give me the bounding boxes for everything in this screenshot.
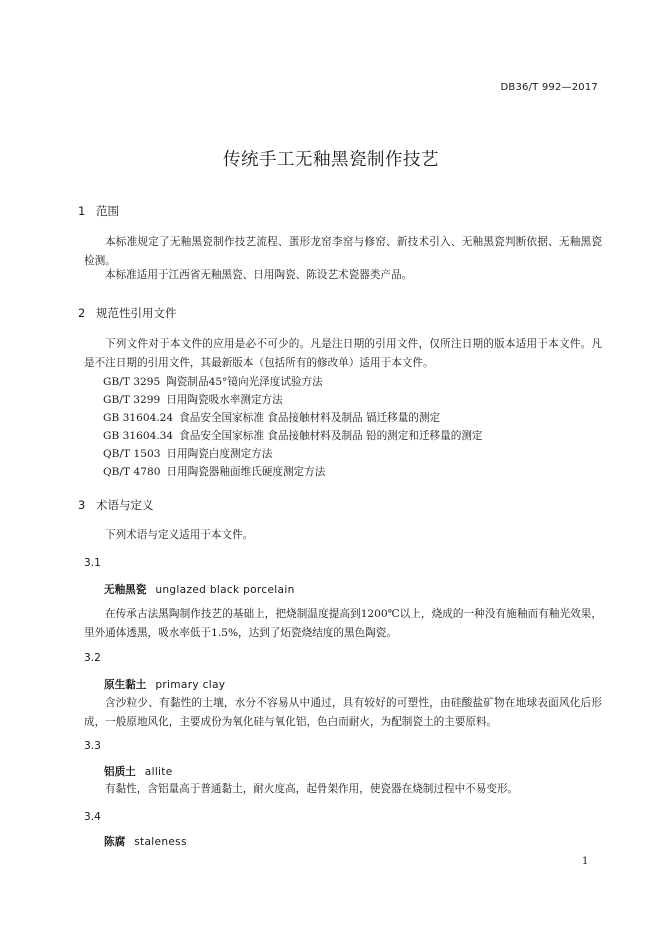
term-chinese: 铝质土 — [104, 766, 136, 778]
term-number: 3.1 — [84, 557, 101, 569]
reference-title: 陶瓷制品45°镜向光泽度试验方法 — [166, 376, 323, 388]
term-heading — [104, 834, 187, 849]
reference-code: GB/T 3295 — [103, 376, 161, 388]
standard-code: DB36/T 992—2017 — [500, 82, 598, 93]
scope-paragraph-1: 本标准规定了无釉黑瓷制作技艺流程、蛋形龙窑李窑与修窑、新技术引入、无釉黑瓷判断依据、无釉黑瓷检测。 — [84, 236, 602, 267]
term-number: 3.3 — [84, 740, 101, 752]
term-heading — [104, 764, 173, 779]
reference-title: 日用陶瓷器釉面维氏硬度测定方法 — [166, 466, 326, 478]
reference-item — [103, 464, 325, 479]
term-english: staleness — [134, 836, 187, 848]
section-title: 范围 — [96, 204, 119, 218]
term-heading — [104, 582, 295, 597]
reference-title: 日用陶瓷白度测定方法 — [166, 448, 273, 460]
term-english: primary clay — [155, 679, 226, 691]
terms-intro: 下列术语与定义适用于本文件。 — [105, 529, 254, 541]
term-chinese: 原生黏土 — [104, 679, 147, 691]
term-chinese: 陈腐 — [104, 836, 126, 848]
page-number: 1 — [582, 856, 589, 867]
section-number: 2 — [78, 306, 86, 320]
reference-item — [103, 410, 440, 425]
term-chinese: 无釉黑瓷 — [104, 584, 147, 596]
section-2-heading — [78, 305, 177, 321]
document-title: 传统手工无釉黑瓷制作技艺 — [223, 150, 439, 170]
reference-item — [103, 392, 283, 407]
section-3-heading — [78, 497, 154, 513]
term-definition: 含沙粒少、有黏性的土壤，水分不容易从中通过，具有较好的可塑性，由硅酸盐矿物在地球表面风化后形成，一般原地风化，主要成份为氧化硅与氧化铝，色白而耐火，为配制瓷土的主要原料。 — [84, 697, 602, 728]
reference-code: GB 31604.24 — [103, 412, 174, 424]
reference-code: GB 31604.34 — [103, 430, 174, 442]
term-definition: 在传承古法黑陶制作技艺的基础上，把烧制温度提高到1200℃以上，烧成的一种没有施釉而有釉光效果，里外通体透黑，吸水率低于1.5%，达到了炻瓷烧结度的黑色陶瓷。 — [84, 608, 602, 639]
section-title: 规范性引用文件 — [96, 306, 177, 320]
term-english: allite — [144, 766, 173, 778]
reference-title: 食品安全国家标准 食品接触材料及制品 镉迁移量的测定 — [179, 412, 441, 424]
reference-code: GB/T 3299 — [103, 394, 161, 406]
scope-paragraph-2: 本标准适用于江西省无釉黑瓷、日用陶瓷、陈设艺术瓷器类产品。 — [105, 269, 413, 281]
term-heading — [104, 677, 225, 692]
section-number: 3 — [78, 498, 86, 512]
reference-code: QB/T 1503 — [103, 448, 161, 460]
reference-item — [103, 428, 483, 443]
section-title: 术语与定义 — [96, 498, 154, 512]
reference-item — [103, 374, 323, 389]
reference-item — [103, 446, 272, 461]
term-english: unglazed black porcelain — [155, 584, 295, 596]
term-definition: 有黏性，含铝量高于普通黏土，耐火度高，起骨架作用，使瓷器在烧制过程中不易变形。 — [105, 783, 519, 795]
section-number: 1 — [78, 204, 86, 218]
references-intro: 下列文件对于本文件的应用是必不可少的。凡是注日期的引用文件，仅所注日期的版本适用于本文件。凡是不注日期的引用文件，其最新版本（包括所有的修改单）适用于本文件。 — [84, 338, 602, 369]
reference-title: 日用陶瓷吸水率测定方法 — [166, 394, 283, 406]
reference-code: QB/T 4780 — [103, 466, 161, 478]
reference-title: 食品安全国家标准 食品接触材料及制品 铅的测定和迁移量的测定 — [179, 430, 483, 442]
term-number: 3.2 — [84, 652, 101, 664]
section-1-heading — [78, 203, 119, 219]
term-number: 3.4 — [84, 811, 101, 823]
